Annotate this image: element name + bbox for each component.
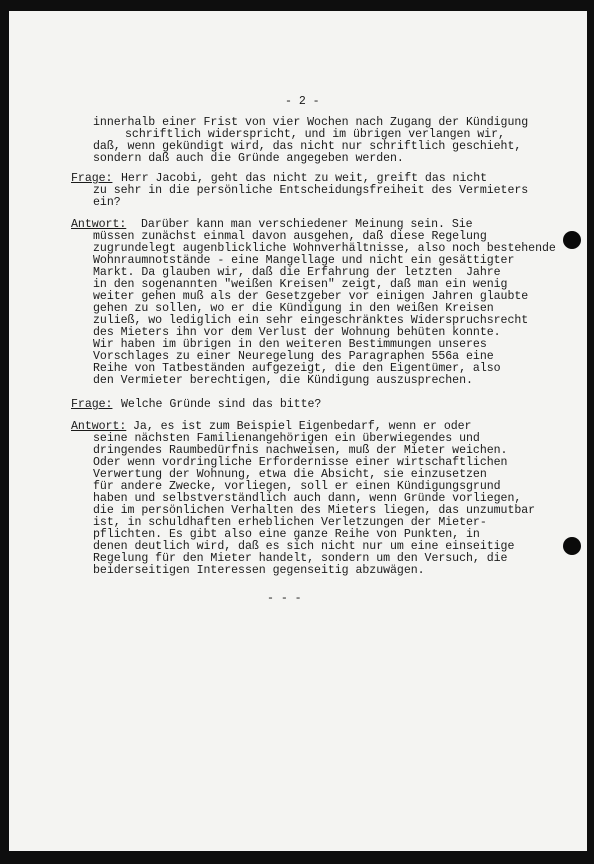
text-line: seine nächsten Familienangehörigen ein überwiegendes und: [93, 432, 480, 445]
speaker-label-frage: Frage:: [71, 172, 113, 185]
text-line: haben und selbstverständlich auch dann, wenn Gründe vorliegen,: [93, 492, 522, 505]
page-number: - 2 -: [285, 95, 320, 108]
text-line: Welche Gründe sind das bitte?: [121, 398, 322, 411]
text-line: Verwertung der Wohnung, etwa die Absicht, sie einzusetzen: [93, 468, 487, 481]
text-line: Oder wenn vordringliche Erfordernisse einer wirtschaftlichen: [93, 456, 508, 469]
punch-hole: [563, 537, 581, 555]
speaker-label-antwort: Antwort:: [71, 218, 127, 231]
text-line: daß, wenn gekündigt wird, das nicht nur schriftlich geschieht,: [93, 140, 522, 153]
text-line: Herr Jacobi, geht das nicht zu weit, greift das nicht: [121, 172, 488, 185]
text-line: denen deutlich wird, daß es sich nicht nur um eine einseitige: [93, 540, 515, 553]
document-text: [9, 11, 556, 686]
text-line: weiter gehen muß als der Gesetzgeber vor einigen Jahren glaubte: [93, 290, 529, 303]
punch-hole: [563, 231, 581, 249]
end-mark: - - -: [267, 592, 302, 605]
text-line: Reihe von Tatbeständen aufgezeigt, die den Eigentümer, also: [93, 362, 501, 375]
text-line: pflichten. Es gibt also eine ganze Reihe von Punkten, in: [93, 528, 480, 541]
text-line: Ja, es ist zum Beispiel Eigenbedarf, wenn er oder: [133, 420, 472, 433]
text-line: zuließ, wo lediglich ein sehr eingeschränktes Widerspruchsrecht: [93, 314, 529, 327]
text-line: zugrundelegt augenblickliche Wohnverhältnisse, also noch bestehende: [93, 242, 556, 255]
text-line: Darüber kann man verschiedener Meinung sein. Sie: [141, 218, 473, 231]
text-line: des Mieters ihn vor dem Verlust der Wohnung behüten konnte.: [93, 326, 501, 339]
text-line: ein?: [93, 196, 121, 209]
text-line: die im persönlichen Verhalten des Mieters liegen, das unzumutbar: [93, 504, 536, 517]
text-line: gehen zu sollen, wo er die Kündigung in den weißen Kreisen: [93, 302, 494, 315]
text-line: innerhalb einer Frist von vier Wochen nach Zugang der Kündigung: [93, 116, 529, 129]
text-line: ist, in schuldhaften erheblichen Verletzungen der Mieter-: [93, 516, 487, 529]
text-line: für andere Zwecke, vorliegen, soll er einen Kündigungsgrund: [93, 480, 501, 493]
speaker-label-frage: Frage:: [71, 398, 113, 411]
speaker-label-antwort: Antwort:: [71, 420, 127, 433]
document-page: [9, 11, 587, 851]
text-line: Vorschlages zu einer Neuregelung des Paragraphen 556a eine: [93, 350, 494, 363]
text-line: beiderseitigen Interessen gegenseitig abzuwägen.: [93, 564, 425, 577]
text-line: Wohnraumnotstände - eine Mangellage und nicht ein gesättigter: [93, 254, 515, 267]
text-line: in den sogenannten "weißen Kreisen" zeigt, daß man ein wenig: [93, 278, 508, 291]
text-line: Wir haben im übrigen in den weiteren Bestimmungen unseres: [93, 338, 487, 351]
text-line: zu sehr in die persönliche Entscheidungsfreiheit des Vermieters: [93, 184, 529, 197]
text-line: Regelung für den Mieter handelt, sondern um den Versuch, die: [93, 552, 508, 565]
text-line: den Vermieter berechtigen, die Kündigung auszusprechen.: [93, 374, 473, 387]
text-line: Markt. Da glauben wir, daß die Erfahrung der letzten Jahre: [93, 266, 501, 279]
text-line: müssen zunächst einmal davon ausgehen, daß diese Regelung: [93, 230, 487, 243]
text-line: schriftlich widerspricht, und im übrigen verlangen wir,: [125, 128, 505, 141]
text-line: sondern daß auch die Gründe angegeben werden.: [93, 152, 404, 165]
text-line: dringendes Raumbedürfnis nachweisen, muß der Mieter weichen.: [93, 444, 508, 457]
